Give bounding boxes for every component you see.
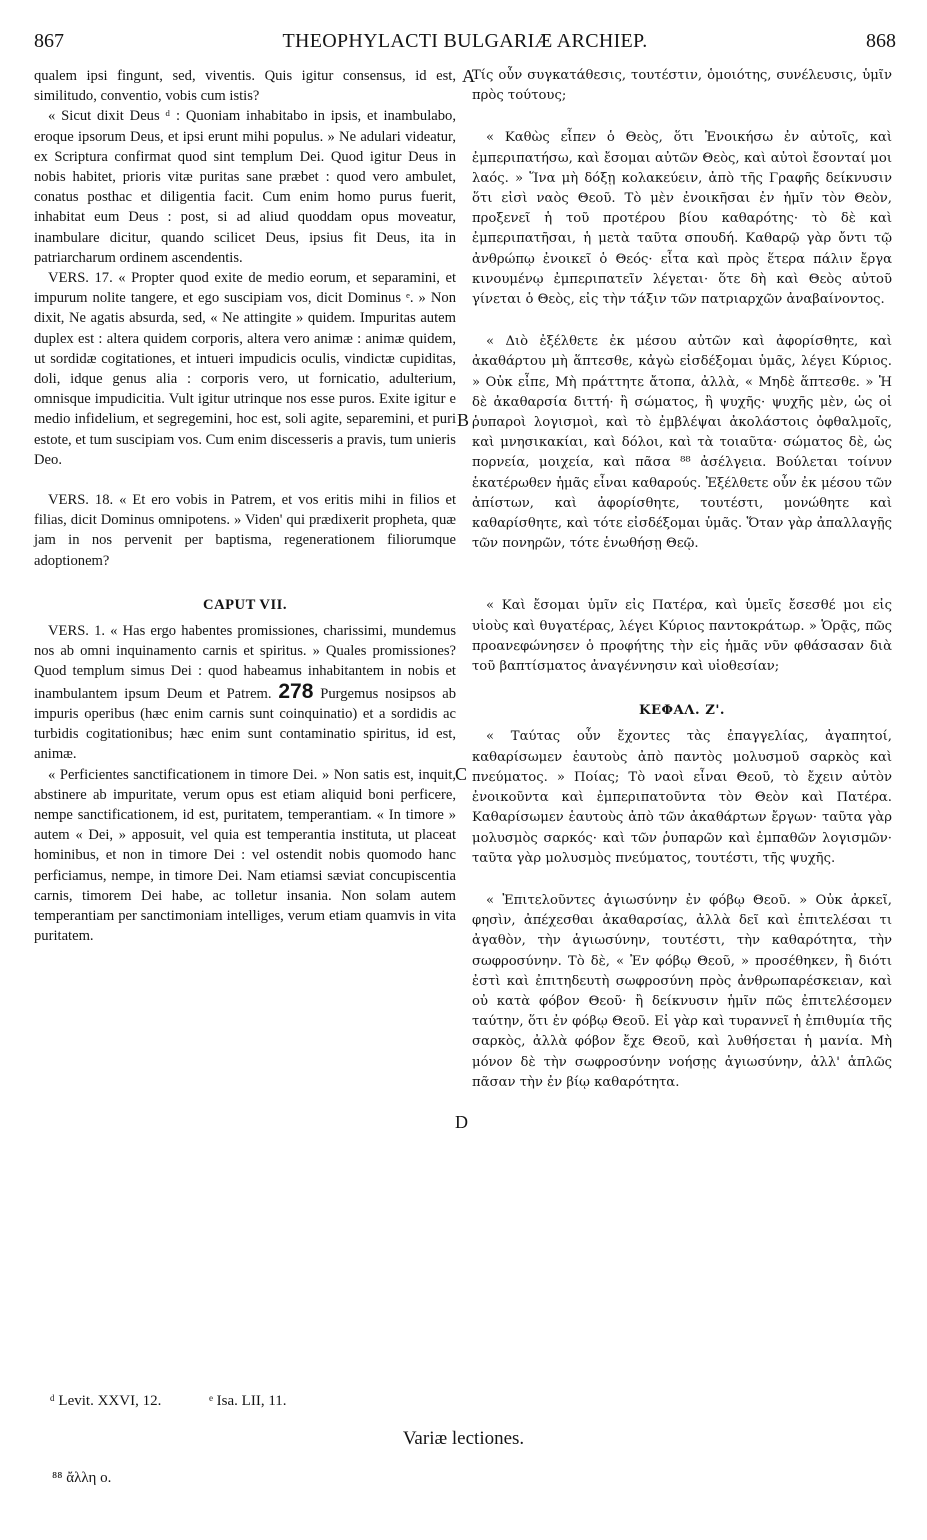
latin-paragraph: « Sicut dixit Deus ᵈ : Quoniam inhabitabo in ipsis, et inambulabo, eroque ipsorum Deus, et ipsi erunt mihi populus. » Ne adulari videatur, ex Scriptura confirmat quod sint templum Dei. Quod igitur Deus in nobis habitet, prioris vitæ puritas sane præbet : quod vero ambulet, conatus posthac et diligentia facit. Cum enim homo purus fuerit, inhabitat eum Deus : post, si ad aliud quoddam opus moveatur, inambulare dicitur, quando scilicet Deus, ipsius fit Deus, ita in patriarcharum ordinem ascendentis. [34, 108, 456, 266]
margin-page-number: 278 [278, 679, 314, 703]
section-marker-d: D [455, 1112, 468, 1132]
page-number-right: 868 [866, 30, 896, 52]
greek-paragraph: « Καθὼς εἶπεν ὁ Θεὸς, ὅτι Ἐνοικήσω ἐν αὐτοῖς, καὶ ἐμπεριπατήσω, καὶ ἔσομαι αὐτῶν Θεὸς, καὶ αὐτοὶ ἔσονταί μοι λαός. » Ἵνα μὴ δόξῃ κολακεύειν, ἀπὸ τῆς Γραφῆς δείκνυσιν ὅτι εἰσὶ ναὸς Θεοῦ. Τὸ μὲν ἐνοικῆσαι ἐν ἡμῖν τὸν Θεὸν, προξενεῖ ἡ τοῦ προτέρου βίου καθαρότης· τὸ δὲ καὶ ἐμπεριπατῆσαι, ἡ μετὰ ταῦτα σπουδή. Καθαρῷ γὰρ ὄντι τῷ ἀνθρώπῳ ἐνοικεῖ ὁ Θεός· εἶτα καὶ πρὸς ἕτερα πάλιν ἔργα κινουμένῳ ἐμπεριπατεῖν λέγεται· ὅτε δὴ καὶ Θεὸς αὐτοῦ γίνεται ὁ Θεὸς, εἰς τὴν τάξιν τῶν πατριαρχῶν ἀναβαίνοντος. [472, 130, 892, 308]
latin-paragraph: VERS. 1. « Has ergo habentes promissiones, charissimi, mundemus nos ab omni inquinamento carnis et spiritus. » Quales promissiones? Quod templum simus Dei : quod habeamus inhabitantem in nobis et inambulantem ipsum Deum et Patrem. 278 Purgemus nosipsos ab impuris operibus (hæc enim carnis sunt coinquinatio) et a sordidis ac turbidis cogitationibus; hæc enim sunt contaminatio spiritus, id est, animæ. [34, 623, 456, 763]
variae-lectiones-heading: Variæ lectiones. [402, 1428, 525, 1449]
latin-paragraph: « Perficientes sanctificationem in timore Dei. » Non satis est, inquit, abstinere ab impuritate, verum opus est etiam aliquid boni perficere, nempe sanctificationem, id est, puritatem, temperantiam. « In timore » autem « Dei, » apposuit, vel quia est temperantia instituta, ut placeat hominibus, et non in timore Dei : vel ostendit nobis quomodo hanc perficiamus, nempe, in timore Dei. Nam etiamsi sæviat concupiscentia carnis, timorem Dei habe, ac tolletur insania. Non solam autem temperantiam per sanctimoniam intelliges, verum etiam quamvis in vita puritatem. [34, 766, 456, 945]
greek-paragraph: « Ἐπιτελοῦντες ἁγιωσύνην ἐν φόβῳ Θεοῦ. » Οὐκ ἀρκεῖ, φησὶν, ἀπέχεσθαι ἀκαθαρσίας, ἀλλὰ δεῖ καὶ ἐπιτελέσαι τι ἀγαθὸν, τὴν ἁγιωσύνην, τουτέστι, τὴν καθαρότητα, τὴν σωφροσύνην. Τὸ δὲ, « Ἐν φόβῳ Θεοῦ, » προσέθηκεν, ἢ διότι ἐστὶ καὶ ἐπιτηδευτὴ σωφροσύνη πρὸς ἀνθρωπαρέσκειαν, καὶ οὐ κατὰ φόβον Θεοῦ· ἢ δείκνυσιν ἡμῖν πῶς ἐπιτελέσομεν ταύτην, ὅτι ἐν φόβῳ Θεοῦ. Εἰ γὰρ καὶ τυραννεῖ ἡ ἐπιθυμία τῆς σαρκὸς, ἀλλὰ φόβον ἔχε Θεοῦ, καὶ λυθήσεται ἡ μανία. Μὴ μόνον δὲ τὴν σωφροσύνην νοήσῃς ἁγιωσύνην, ἀλλ' ἁπλῶς πᾶσαν τὴν ἐν βίῳ καθαρότητα. [472, 892, 892, 1090]
chapter-heading-greek: ΚΕΦΑΛ. Ζ'. [639, 703, 725, 719]
greek-paragraph: « Ταύτας οὖν ἔχοντες τὰς ἐπαγγελίας, ἀγαπητοί, καθαρίσωμεν ἑαυτοὺς ἀπὸ παντὸς μολυσμοῦ σαρκὸς καὶ πνεύματος. » Ποίας; Τὸ ναοὶ εἶναι Θεοῦ, τὸ ἔχειν αὐτὸν ἐνοικοῦντα καὶ ἐμπεριπατοῦντα τὸν Θεὸν καὶ Πατέρα. Καθαρίσωμεν ἑαυτοὺς ἀπὸ τῶν ἀκαθάρτων ἔργων· ταῦτα γὰρ μολυσμὸς σαρκός· καὶ τῶν ῥυπαρῶν καὶ ἐμπαθῶν λογισμῶν· ταῦτα γὰρ μολυσμὸς πνεύματος, τουτέστι, τῆς ψυχῆς. [472, 729, 892, 866]
latin-paragraph: VERS. 17. « Propter quod exite de medio eorum, et separamini, et impurum nolite tangere, et ego suscipiam vos, dicit Dominus ᵉ. » Non dixit, Ne agatis absurda, sed, « Ne attingite » quidem. Impuritas autem duplex est : altera quidem corporis, altera vero animæ : animæ quidem, ut sordidæ cogitationes, et intueri impudicis oculis, vindictæ cupiditas, doli, idque genus alia : corporis vero, ut fornicatio, adulterium, omnisque impudicitia. Vult igitur utrinque nos esse puros. Exite igitur e medio infidelium, et segregemini, hoc est, soli agite, separemini, et puri estote, et tum suscipiam vos. Cum enim discesseris a pravis, tum unieris Deo. [34, 270, 456, 468]
latin-paragraph: VERS. 18. « Et ero vobis in Patrem, et vos eritis mihi in filios et filias, dicit Dominus omnipotens. » Viden' qui prædixerit propheta, quæ jam in nos pervenit per baptisma, regenerationem filiorumque adoptionem? [34, 492, 456, 569]
footnotes [50, 1393, 331, 1410]
greek-column [472, 66, 892, 1093]
section-marker-b: B [457, 410, 470, 430]
chapter-heading-latin: CAPUT VII. [203, 596, 287, 613]
footnote-e: ᵉ Isa. LII, 11. [209, 1393, 287, 1409]
running-header [34, 30, 896, 60]
footnote-d: ᵈ Levit. XXVI, 12. [50, 1393, 162, 1409]
greek-paragraph: Τίς οὖν συγκατάθεσις, τουτέστιν, ὁμοιότης, συνέλευσις, ὑμῖν πρὸς τούτους; [472, 68, 892, 104]
page-number-left: 867 [34, 30, 64, 52]
greek-paragraph: « Διὸ ἐξέλθετε ἐκ μέσου αὐτῶν καὶ ἀφορίσθητε, καὶ ἀκαθάρτου μὴ ἅπτεσθε, κἀγὼ εἰσδέξομαι ὑμᾶς, λέγει Κύριος. » Οὐκ εἶπε, Μὴ πράττητε ἄτοπα, ἀλλὰ, « Μηδὲ ἅπτεσθε. » Ἡ δὲ ἀκαθαρσία διττή· ἢ σώματος, ἢ ψυχῆς· ψυχῆς μὲν, ὡς οἱ ῥυπαροὶ λογισμοὶ, καὶ τὸ ἐμβλέψαι ἀκολάστοις ὀφθαλμοῖς, καὶ μνησικακίαι, καὶ δόλοι, καὶ τὰ τοιαῦτα· σώματος δὲ, ὡς πορνεία, μοιχεία, καὶ πᾶσα ⁸⁸ ἀσέλγεια. Βούλεται τοίνυν ἑκατέρωθεν ἡμᾶς εἶναι καθαρούς. Ἐξέλθετε οὖν ἐκ μέσου τῶν ἀπίστων, καὶ ἀφορίσθητε, τουτέστι, μονώθητε καὶ καθαρίσθητε, καὶ τότε εἰσδέξομαι ὑμᾶς. Ὅταν γὰρ ἀπαλλαγῇς τῶν πονηρῶν, τότε ἑνωθήσῃ Θεῷ. [472, 334, 892, 552]
section-marker-c: C [455, 764, 468, 784]
running-title: THEOPHYLACTI BULGARIÆ ARCHIEP. [282, 30, 648, 52]
latin-paragraph: qualem ipsi fingunt, sed, viventis. Quis igitur consensus, id est, similitudo, conventio, vobis cum istis? [34, 68, 456, 105]
greek-paragraph: « Καὶ ἔσομαι ὑμῖν εἰς Πατέρα, καὶ ὑμεῖς ἔσεσθέ μοι εἰς υἱοὺς καὶ θυγατέρας, λέγει Κύριος παντοκράτωρ. » Ὁρᾷς, πῶς προανεφώνησεν ὁ προφήτης τὴν εἰς ἡμᾶς νῦν φθάσασαν διὰ τοῦ βαπτίσματος ἀναγέννησιν καὶ υἱοθεσίαν; [472, 598, 892, 675]
section-marker-a: A [462, 66, 475, 86]
latin-column [34, 66, 456, 946]
variant-reading-note: ⁸⁸ ἄλλη ο. [52, 1470, 112, 1486]
